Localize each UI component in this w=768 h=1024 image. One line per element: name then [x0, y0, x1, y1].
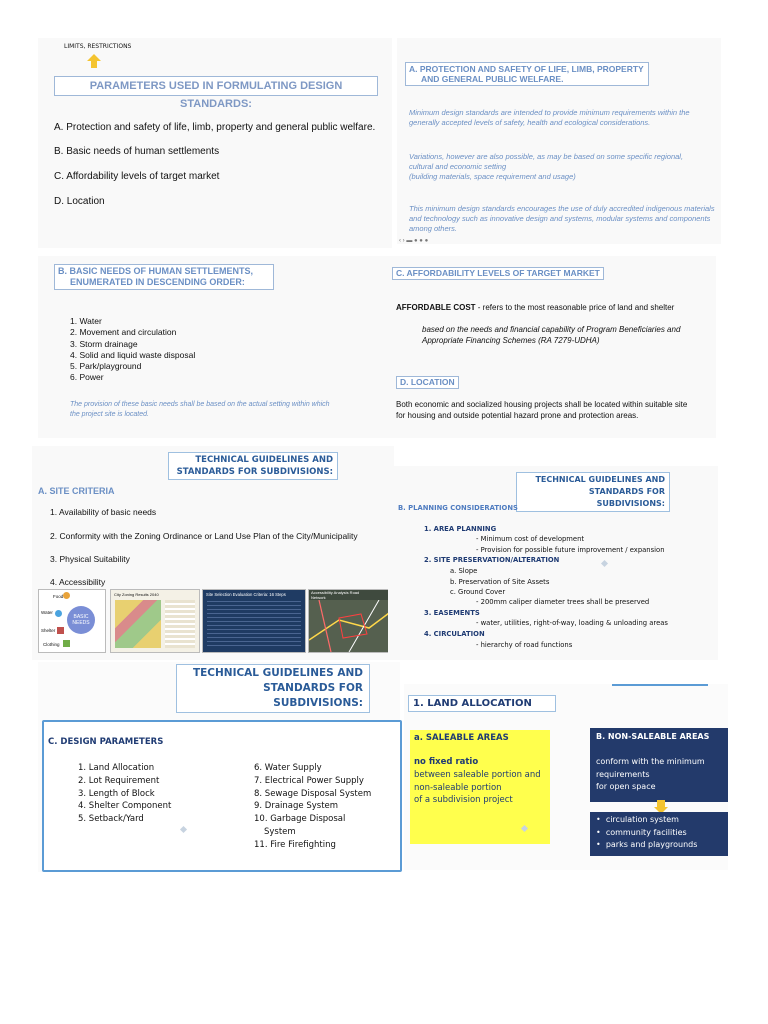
slide-nav-dots[interactable]: ‹ › ▬ ● ● ●: [399, 238, 429, 244]
saleable-line: between saleable portion and: [414, 770, 541, 780]
saleable-text: [414, 769, 541, 807]
slide8-title: 1. LAND ALLOCATION: [408, 695, 556, 712]
need-item: 2. Movement and circulation: [70, 327, 177, 338]
water-icon: [55, 610, 62, 617]
need-item: 4. Solid and liquid waste disposal: [70, 349, 196, 360]
slide7-heading: [176, 664, 370, 713]
design-item: 5. Setback/Yard: [78, 814, 144, 825]
circulation-item: - hierarchy of road functions: [476, 641, 573, 649]
criteria-1: 1. Availability of basic needs: [50, 507, 157, 517]
slide5-heading: [168, 452, 338, 480]
non-saleable-line: for open space: [596, 782, 656, 791]
slide1-title: PARAMETERS USED IN FORMULATING DESIGN STANDARDS:: [54, 76, 378, 96]
item-d: D. Location: [54, 196, 105, 207]
affordable-cost-italic: based on the needs and financial capability of Program Beneficiaries and Appropriate Financing Schemes (RA 7279-UDHA): [422, 325, 681, 345]
area-planning-item-1: - Minimum cost of development: [476, 535, 585, 543]
clothing-icon: [63, 640, 70, 647]
need-item: 3. Storm drainage: [70, 338, 138, 349]
slide3-title-line1: B. BASIC NEEDS OF HUMAN SETTLEMENTS,: [58, 266, 254, 276]
item-a: A. Protection and safety of life, limb, property and general public welfare.: [54, 122, 376, 133]
design-item: 3. Length of Block: [78, 788, 155, 799]
criteria-2: 2. Conformity with the Zoning Ordinance or Land Use Plan of the City/Municipality: [50, 531, 358, 541]
site-preservation-item-b: b. Preservation of Site Assets: [450, 578, 550, 586]
design-item: 8. Sewage Disposal System: [254, 788, 372, 799]
heading-line1: TECHNICAL GUIDELINES AND: [192, 667, 363, 679]
design-item: 1. Land Allocation: [78, 763, 155, 773]
design-item: 4. Shelter Component: [78, 801, 172, 812]
slide2-p3: This minimum design standards encourages the use of duly accredited indigenous materials and technology such as innovative design and systems, modular systems and components among others.: [409, 204, 715, 233]
heading-line2: STANDARDS FOR SUBDIVISIONS:: [588, 487, 665, 508]
shelter-icon: [57, 627, 64, 634]
easements-heading: 3. EASEMENTS: [424, 609, 480, 617]
top-right-rule: [612, 684, 708, 686]
up-arrow-icon: [86, 53, 102, 69]
diagram-label-water: Water: [41, 610, 53, 615]
design-item: 10. Garbage Disposal: [254, 814, 346, 825]
road-network-icon: [309, 600, 393, 652]
site-preservation-heading: 2. SITE PRESERVATION/ALTERATION: [424, 556, 560, 564]
circulation-heading: 4. CIRCULATION: [424, 630, 485, 638]
non-saleable-title: B. NON-SALEABLE AREAS: [596, 732, 710, 741]
slide6-marker: [601, 560, 608, 567]
slide-planning-considerations: [388, 466, 718, 660]
slide2-title: [405, 62, 649, 86]
evaluation-criteria-title: Site Selection Evaluation Criteria: 16 Steps: [206, 592, 286, 597]
slide2-title-line2: AND GENERAL PUBLIC WELFARE.: [421, 74, 564, 84]
slide3-note: The provision of these basic needs shall be based on the actual setting within which the project site is located.: [70, 401, 330, 418]
slide2-p2-line2: (building materials, space requirement and usage): [409, 172, 576, 181]
slide-land-allocation: [404, 684, 728, 870]
site-preservation-sub: - 200mm caliper diameter trees shall be preserved: [476, 598, 650, 606]
heading-line1: TECHNICAL GUIDELINES AND: [195, 455, 333, 465]
slide4-title-d: D. LOCATION: [396, 376, 459, 389]
item-c: C. Affordability levels of target market: [54, 171, 220, 182]
location-text: Both economic and socialized housing projects shall be located within suitable site for housing and outside potential hazard prone and protection areas.: [396, 400, 688, 420]
slide6-heading: [516, 472, 670, 512]
zoning-map-thumbnail: [110, 589, 200, 653]
slide-protection-safety: [397, 38, 721, 244]
accessibility-map-thumbnail: [308, 589, 394, 653]
site-preservation-item-a: a. Slope: [450, 567, 478, 575]
limits-label: LIMITS, RESTRICTIONS: [64, 43, 132, 50]
slide-basic-needs: [38, 256, 392, 438]
criteria-3: 3. Physical Suitability: [50, 554, 130, 564]
list-item: [596, 839, 697, 852]
affordable-cost-term: AFFORDABLE COST: [396, 303, 476, 312]
non-saleable-line: requirements: [596, 769, 650, 779]
slide6-title: B. PLANNING CONSIDERATIONS: [398, 504, 518, 512]
slide2-p2-line1: Variations, however are also possible, as may be based on some specific regional, cultural and economic setting: [409, 152, 684, 171]
zoning-map-legend: [165, 600, 195, 648]
need-item: 1. Water: [70, 316, 102, 326]
site-preservation-item-c: c. Ground Cover: [450, 588, 506, 596]
diagram-label-shelter: Shelter: [41, 628, 56, 633]
area-planning-item-2: - Provision for possible future improvement / expansion: [476, 546, 665, 554]
criteria-4: 4. Accessibility: [50, 577, 106, 587]
diagram-label-food: Food: [53, 594, 64, 599]
evaluation-criteria-list: [207, 601, 301, 647]
slide-parameters: [38, 38, 392, 248]
slide2-p2: [409, 152, 709, 182]
slide2-title-line1: A. PROTECTION AND SAFETY OF LIFE, LIMB, PROPERTY: [409, 64, 644, 74]
zoning-map-image: [115, 600, 161, 648]
list-item: [596, 814, 697, 827]
slide5-title: A. SITE CRITERIA: [38, 486, 115, 496]
design-col2: [254, 762, 371, 852]
saleable-line: non-saleable portion: [414, 782, 502, 793]
slide-site-criteria: [32, 446, 394, 660]
need-item: 6. Power: [70, 372, 104, 383]
basic-needs-circle: [67, 606, 95, 634]
list-item: [596, 827, 697, 840]
list-item-text: circulation system: [605, 815, 679, 824]
zoning-map-title: City Zoning Results 2040: [114, 592, 159, 597]
circle-line1: BASIC: [73, 614, 89, 620]
affordable-cost-text: [396, 303, 712, 312]
evaluation-criteria-thumbnail: [202, 589, 306, 653]
non-saleable-list: [596, 814, 697, 852]
saleable-line: of a subdivision project: [414, 795, 513, 805]
slide3-title: [54, 264, 274, 290]
design-item: 11. Fire Firefighting: [254, 839, 336, 850]
saleable-title: a. SALEABLE AREAS: [414, 733, 509, 743]
non-saleable-line: conform with the minimum: [596, 757, 705, 766]
heading-line1: TECHNICAL GUIDELINES AND: [535, 475, 665, 484]
design-item: 2. Lot Requirement: [78, 775, 160, 786]
basic-needs-list: [70, 316, 195, 384]
slide-affordability-location: [390, 256, 716, 438]
slide4-title-c: C. AFFORDABILITY LEVELS OF TARGET MARKET: [392, 267, 604, 280]
need-item: 5. Park/playground: [70, 361, 142, 372]
item-b: B. Basic needs of human settlements: [54, 146, 220, 157]
design-item: 6. Water Supply: [254, 763, 322, 773]
list-item-text: community facilities: [605, 827, 687, 837]
accessibility-map-title: Accessibility Analysis Road Network: [311, 590, 360, 600]
bullet-icon: •: [596, 840, 606, 849]
easements-item: - water, utilities, right-of-way, loading & unloading areas: [476, 619, 668, 627]
bullet-icon: •: [596, 815, 606, 824]
design-col1: [78, 762, 171, 826]
slide2-p1: Minimum design standards are intended to provide minimum requirements within the generally accepted levels of safety, health and ecological considerations.: [409, 108, 690, 127]
design-item: 7. Electrical Power Supply: [254, 775, 364, 786]
non-saleable-text: [596, 756, 705, 794]
food-icon: [63, 592, 70, 599]
affordable-cost-def: - refers to the most reasonable price of land and shelter: [475, 303, 675, 312]
heading-line2: STANDARDS FOR SUBDIVISIONS:: [263, 682, 363, 709]
slide7-title: C. DESIGN PARAMETERS: [48, 737, 164, 747]
basic-needs-diagram: [38, 589, 106, 653]
circle-line2: NEEDS: [72, 620, 90, 626]
bullet-icon: •: [596, 827, 606, 837]
slide3-title-line2: ENUMERATED IN DESCENDING ORDER:: [70, 277, 245, 287]
list-item-text: parks and playgrounds: [605, 840, 698, 849]
area-planning-heading: 1. AREA PLANNING: [424, 525, 497, 533]
heading-line2: STANDARDS FOR SUBDIVISIONS:: [176, 467, 333, 477]
design-item: System: [264, 826, 296, 837]
slide-design-parameters: [38, 662, 400, 872]
saleable-bold: no fixed ratio: [414, 757, 479, 767]
diagram-label-clothing: Clothing: [43, 642, 60, 647]
design-item: 9. Drainage System: [254, 801, 339, 812]
